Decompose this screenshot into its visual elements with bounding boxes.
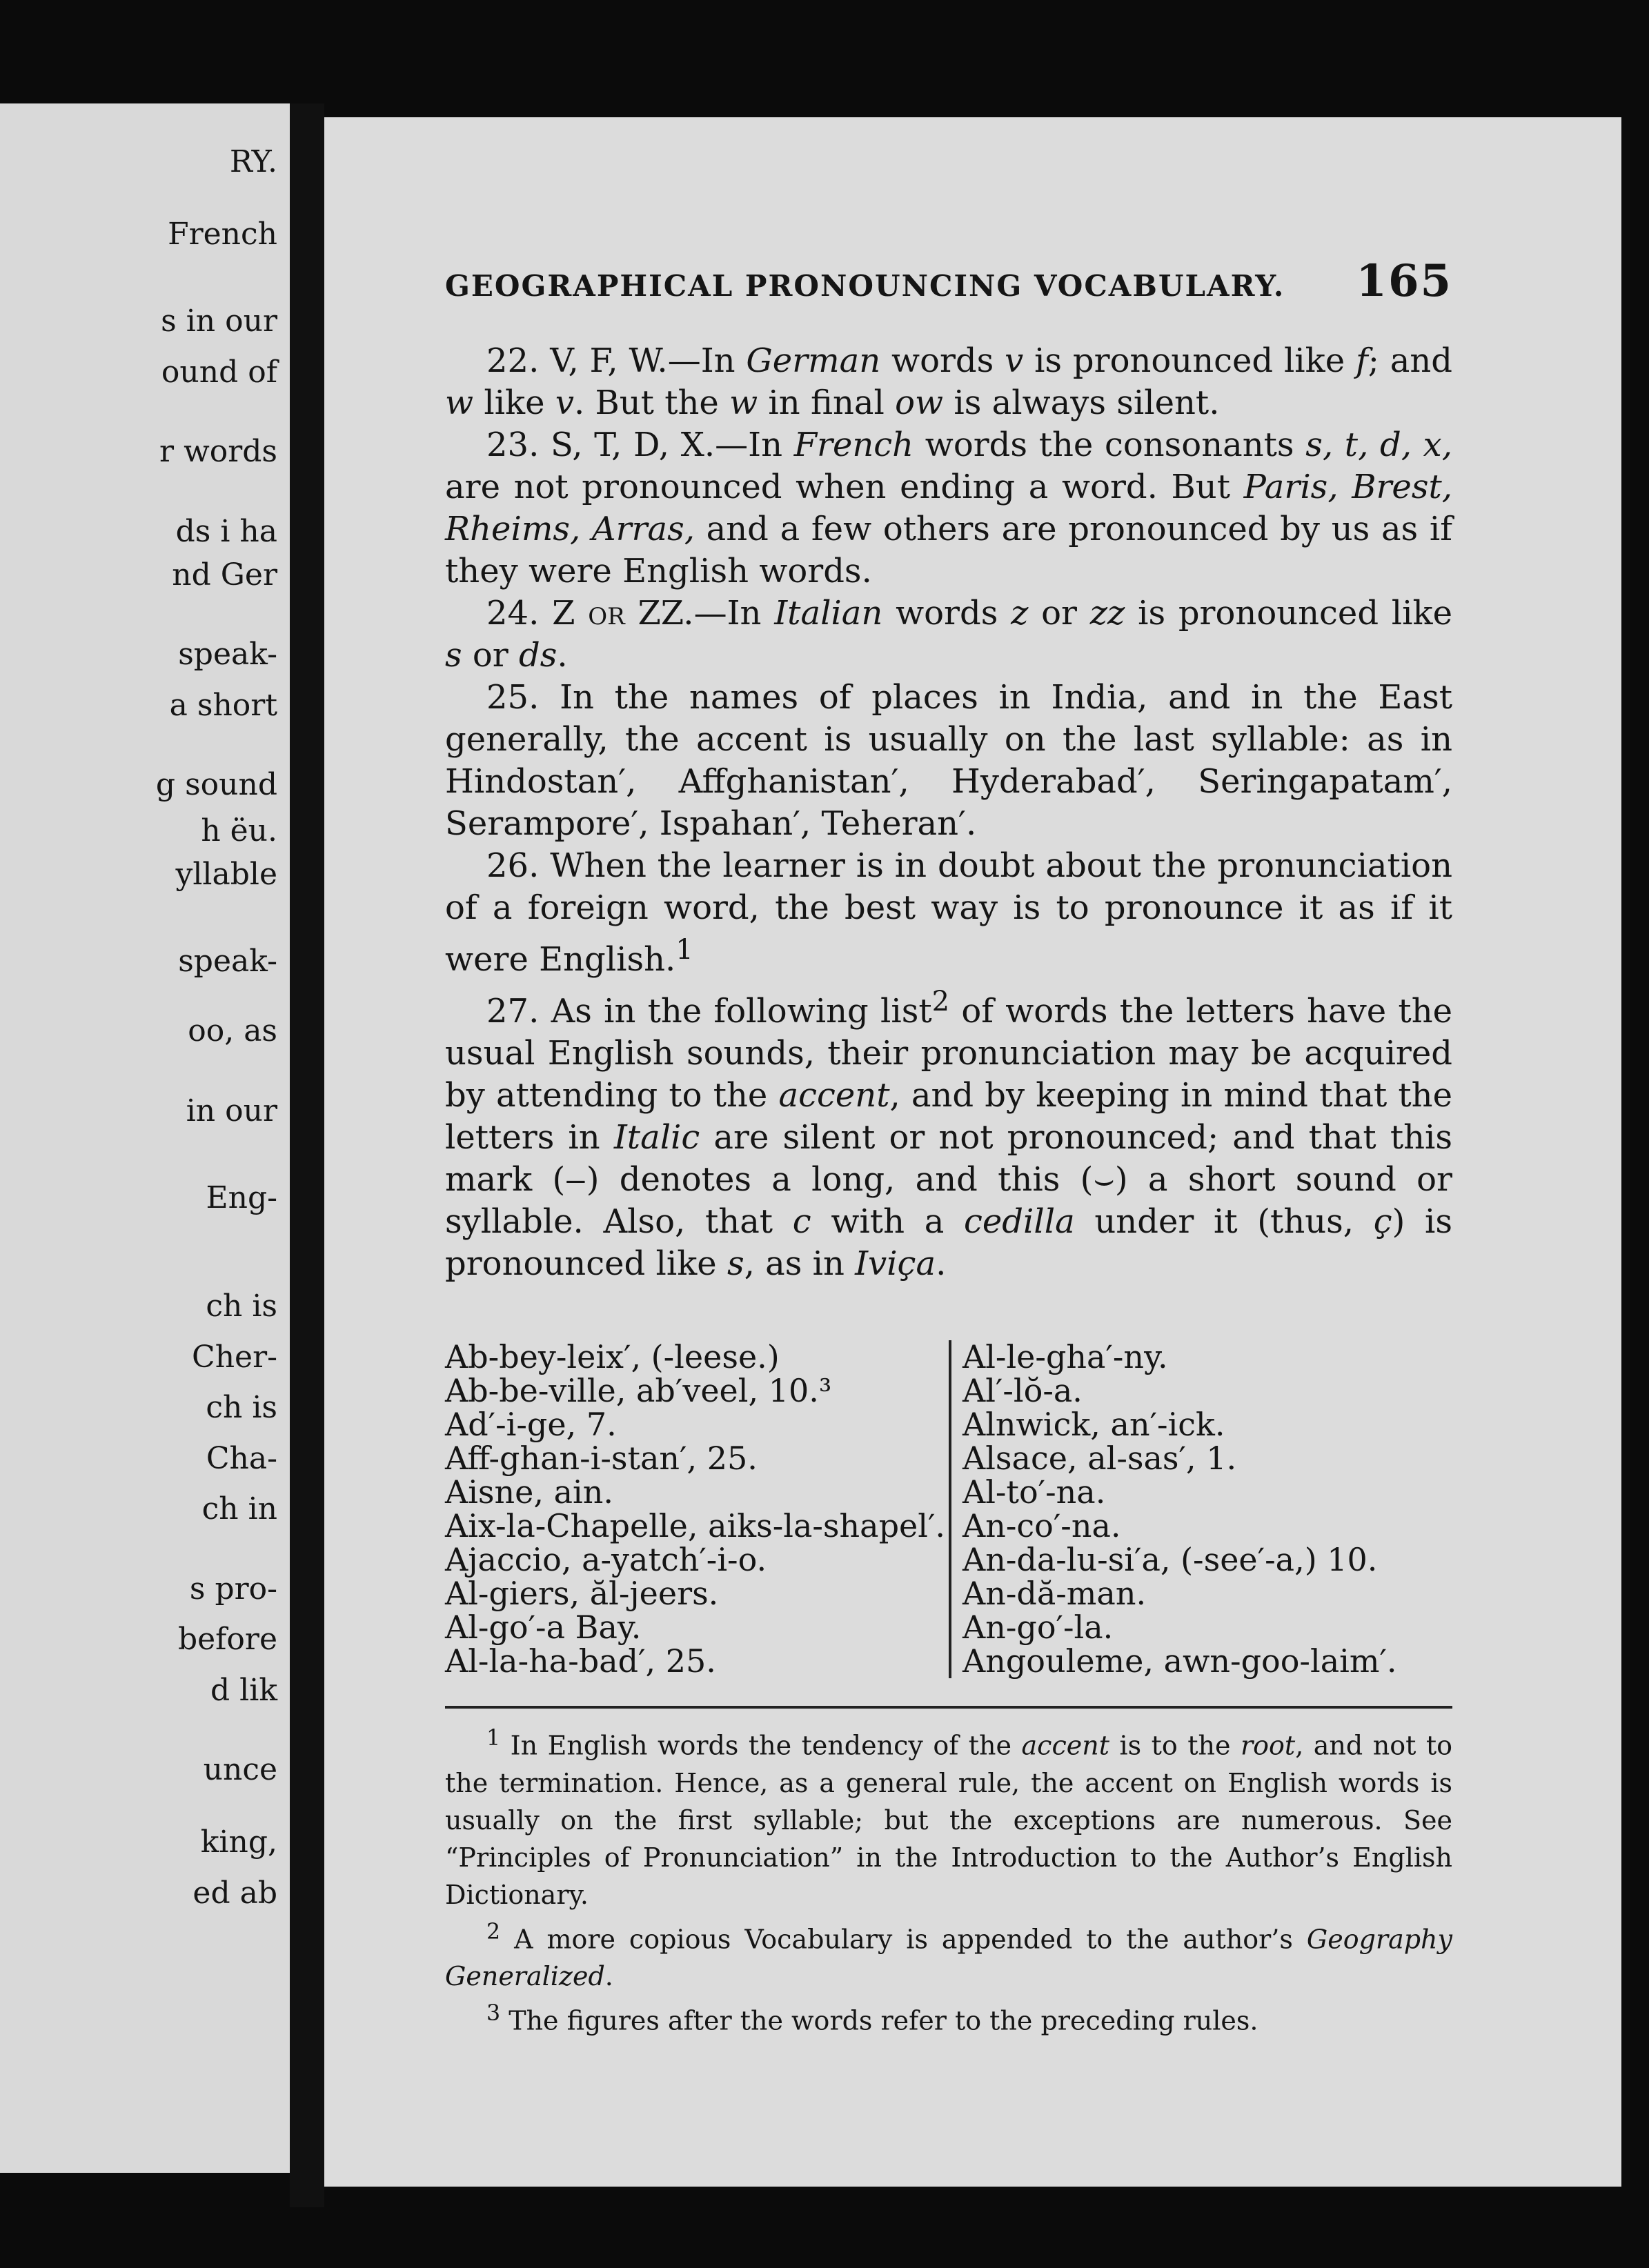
footnote-text: The figures after the words refer to the preceding rules.	[500, 2005, 1258, 2036]
letter: w	[729, 384, 758, 422]
rule-text: , as in	[744, 1244, 856, 1283]
left-page-text-fragment: ed ab	[192, 1875, 277, 1911]
letter: f	[1356, 341, 1368, 380]
footnote-text: A more copious Vocabulary is appended to the author’s	[500, 1924, 1307, 1955]
rule-text: or	[1028, 594, 1090, 633]
footnote-mark: 3	[486, 2001, 501, 2027]
vocabulary-entry: Aff-ghan-i-stan′, 25.	[445, 1440, 758, 1477]
footnote-ref: 1	[675, 934, 693, 966]
letter: ds	[519, 636, 557, 675]
footnote-3	[445, 1995, 1452, 2040]
footnote-text: In English words the tendency of the	[500, 1730, 1022, 1761]
rule-text: ; and	[1367, 341, 1453, 380]
left-page-text-fragment: g sound	[155, 767, 277, 802]
letter: z	[1011, 594, 1029, 633]
left-page-text-fragment: Cher-	[192, 1339, 277, 1375]
left-page-text-fragment: a short	[169, 687, 277, 723]
vocabulary-entry: An-dă-man.	[962, 1575, 1147, 1612]
left-page-text-fragment: before	[177, 1622, 277, 1657]
rule-text: of words the letters have the usual English sounds, their pronunciation may be acquired by attending to the	[445, 992, 1453, 1115]
emphasis: Italic	[613, 1118, 700, 1157]
rule-text: In the names of places in India, and in the East generally, the accent is usually on the last syllable: as in Hindostan′, Affghanistan′, Hyderabad′, Seringapatam′, Serampore′, Ispahan′, Teheran′.	[445, 678, 1452, 843]
page-content	[445, 255, 1452, 2040]
vocabulary-entry: Ajaccio, a-yatch′-i-o.	[445, 1541, 767, 1578]
left-page-text-fragment: ch is	[206, 1289, 277, 1324]
vocabulary-column-right	[949, 1340, 1397, 1678]
rule-number: 24.	[486, 594, 540, 633]
vocabulary-entry: Alnwick, an′-ick.	[962, 1406, 1225, 1443]
vocabulary-entry: Al-le-gha′-ny.	[962, 1338, 1168, 1375]
rule-text: are not pronounced when ending a word. But	[445, 468, 1244, 506]
emphasis: root	[1241, 1730, 1296, 1761]
running-head	[445, 255, 1452, 307]
rule-text: with a	[811, 1202, 965, 1241]
left-page-text-fragment: ound of	[161, 354, 277, 390]
language-name: French	[793, 426, 914, 464]
rule-text: words	[880, 341, 1005, 380]
vocabulary-entry: Aisne, ain.	[445, 1473, 614, 1511]
rule-text: in final	[758, 384, 896, 422]
letter: ç	[1373, 1202, 1392, 1241]
rules-section	[445, 340, 1452, 1285]
vocabulary-entry: Al-to′-na.	[962, 1473, 1106, 1511]
left-page-text-fragment: speak-	[178, 944, 277, 979]
footnote-text: .	[604, 1961, 613, 1992]
rule-text: —In	[667, 341, 747, 380]
letter: c	[792, 1202, 811, 1241]
letter: v	[555, 384, 574, 422]
rule-text: . But the	[573, 384, 730, 422]
rule-text: are silent or not pronounced; and that this mark (‒) denotes a long, and this (⌣) a short sound or syllable. Also, that	[445, 1118, 1453, 1241]
left-page-text-fragment: speak-	[178, 637, 277, 672]
letter: ow	[895, 384, 944, 422]
page	[324, 117, 1621, 2187]
footnote-2	[445, 1913, 1452, 1996]
footnote-mark: 2	[486, 1919, 501, 1944]
left-page-text-fragment: ch is	[206, 1390, 277, 1425]
rule-text: When the learner is in doubt about the pronunciation of a foreign word, the best way is to pronounce it as if it were English.	[445, 846, 1452, 979]
rule-text: , and by keeping in mind that the letters in	[445, 1076, 1453, 1157]
rule-24	[445, 593, 1452, 677]
vocabulary-entry: Ad′-i-ge, 7.	[445, 1406, 617, 1443]
left-page-text-fragment: ch in	[201, 1491, 277, 1526]
rule-number: 25.	[486, 678, 540, 717]
rule-text: words the consonants	[914, 426, 1306, 464]
rule-text: is always silent.	[943, 384, 1220, 422]
rule-text: words	[882, 594, 1011, 633]
rule-27	[445, 981, 1452, 1285]
running-title: GEOGRAPHICAL PRONOUNCING VOCABULARY.	[445, 269, 1285, 303]
left-page-text-fragment: nd Ger	[172, 557, 277, 593]
rule-text: or	[462, 636, 519, 675]
footnote-ref: 2	[931, 986, 950, 1017]
rule-text: is pronounced like	[1125, 594, 1453, 633]
vocabulary-entry: Al′-lŏ-a.	[962, 1372, 1083, 1409]
vocabulary-entry: Al-giers, ăl-jeers.	[445, 1575, 719, 1612]
vocabulary-entry: Angouleme, awn-goo-laim′.	[962, 1642, 1397, 1680]
left-page-text-fragment: oo, as	[188, 1013, 277, 1048]
left-page-text-fragment: unce	[203, 1752, 277, 1787]
rule-text: —In	[715, 426, 794, 464]
rule-text: ) is pronounced like	[445, 1202, 1453, 1283]
left-page-text-fragment: Eng-	[206, 1180, 277, 1215]
left-page-text-fragment: in our	[186, 1093, 277, 1128]
letter: s	[445, 636, 462, 675]
rule-text: is pronounced like	[1023, 341, 1356, 380]
book-gutter	[290, 103, 324, 2207]
letter: w	[445, 384, 474, 422]
page-number: 165	[1356, 255, 1452, 307]
left-page-text-fragment: Cha-	[206, 1440, 277, 1476]
rule-letters: Z or ZZ.	[552, 594, 694, 633]
emphasis: accent	[778, 1076, 890, 1115]
vocabulary-entry: Al-go′-a Bay.	[445, 1609, 642, 1646]
emphasis: accent	[1021, 1730, 1109, 1761]
place-name: Iviça	[855, 1244, 936, 1283]
vocabulary-entry: An-go′-la.	[962, 1609, 1114, 1646]
place-names: Paris, Brest, Rheims, Arras,	[445, 468, 1452, 548]
left-page-text-fragment: r words	[159, 434, 277, 469]
rule-text: .	[936, 1244, 947, 1283]
vocabulary-list	[445, 1340, 1452, 1678]
rule-text: —In	[693, 594, 775, 633]
vocabulary-entry: An-co′-na.	[962, 1507, 1121, 1544]
rule-letters: V, F, W.	[550, 341, 668, 380]
rule-22	[445, 340, 1452, 424]
footnote-mark: 1	[486, 1726, 501, 1751]
footnote-divider	[445, 1706, 1452, 1709]
footnote-1	[445, 1720, 1452, 1913]
rule-text: like	[473, 384, 555, 422]
rule-text: and a few others are pronounced by us as if they were English words.	[445, 510, 1452, 590]
rule-letters: S, T, D, X.	[551, 426, 715, 464]
rule-text: .	[557, 636, 568, 675]
language-name: German	[746, 341, 881, 380]
book-title: Geography Generalized	[445, 1924, 1452, 1992]
left-page-text-fragment: RY.	[229, 144, 277, 179]
left-page-text-fragment: h ëu.	[201, 813, 277, 849]
rule-number: 22.	[486, 341, 540, 380]
letter: zz	[1089, 594, 1125, 633]
rule-text: under it (thus,	[1074, 1202, 1374, 1241]
vocabulary-entry: Ab-bey-leix′, (-leese.)	[445, 1338, 780, 1375]
rule-text: As in the following list	[551, 992, 932, 1031]
vocabulary-entry: Aix-la-Chapelle, aiks-la-shapel′.	[445, 1507, 946, 1544]
letter: s	[727, 1244, 744, 1283]
left-page-text-fragment: French	[168, 217, 277, 252]
left-page-fragment	[0, 103, 290, 2173]
letter: s, t, d, x,	[1305, 426, 1452, 464]
footnote-text: is to the	[1109, 1730, 1241, 1761]
language-name: Italian	[774, 594, 883, 633]
vocabulary-column-left	[445, 1340, 949, 1678]
left-page-text-fragment: s in our	[161, 304, 277, 339]
left-page-text-fragment: yllable	[175, 857, 277, 893]
letter: v	[1005, 341, 1024, 380]
left-page-text-fragment: d lik	[210, 1672, 277, 1708]
footnotes	[445, 1720, 1452, 2040]
rule-26	[445, 845, 1452, 981]
rule-23	[445, 424, 1452, 593]
vocabulary-entry: An-da-lu-si′a, (-see′-a,) 10.	[962, 1541, 1378, 1578]
vocabulary-entry: Ab-be-ville, ab′veel, 10.³	[445, 1372, 832, 1409]
left-page-text-fragment: s pro-	[189, 1571, 277, 1606]
rule-25	[445, 677, 1452, 845]
vocabulary-entry: Al-la-ha-bad′, 25.	[445, 1642, 716, 1680]
vocabulary-entry: Alsace, al-sas′, 1.	[962, 1440, 1237, 1477]
footnote-text: , and not to the termination. Hence, as a general rule, the accent on English words is usually on the first syllable; but the exceptions are numerous. See “Principles of Pronunciation” in the Introduction to the Author’s English Dictionary.	[445, 1730, 1452, 1910]
left-page-text-fragment: king,	[200, 1824, 277, 1860]
rule-number: 27.	[486, 992, 540, 1031]
rule-number: 26.	[486, 846, 540, 885]
emphasis: cedilla	[964, 1202, 1075, 1241]
rule-number: 23.	[486, 426, 540, 464]
left-page-text-fragment: ds i ha	[175, 513, 277, 549]
